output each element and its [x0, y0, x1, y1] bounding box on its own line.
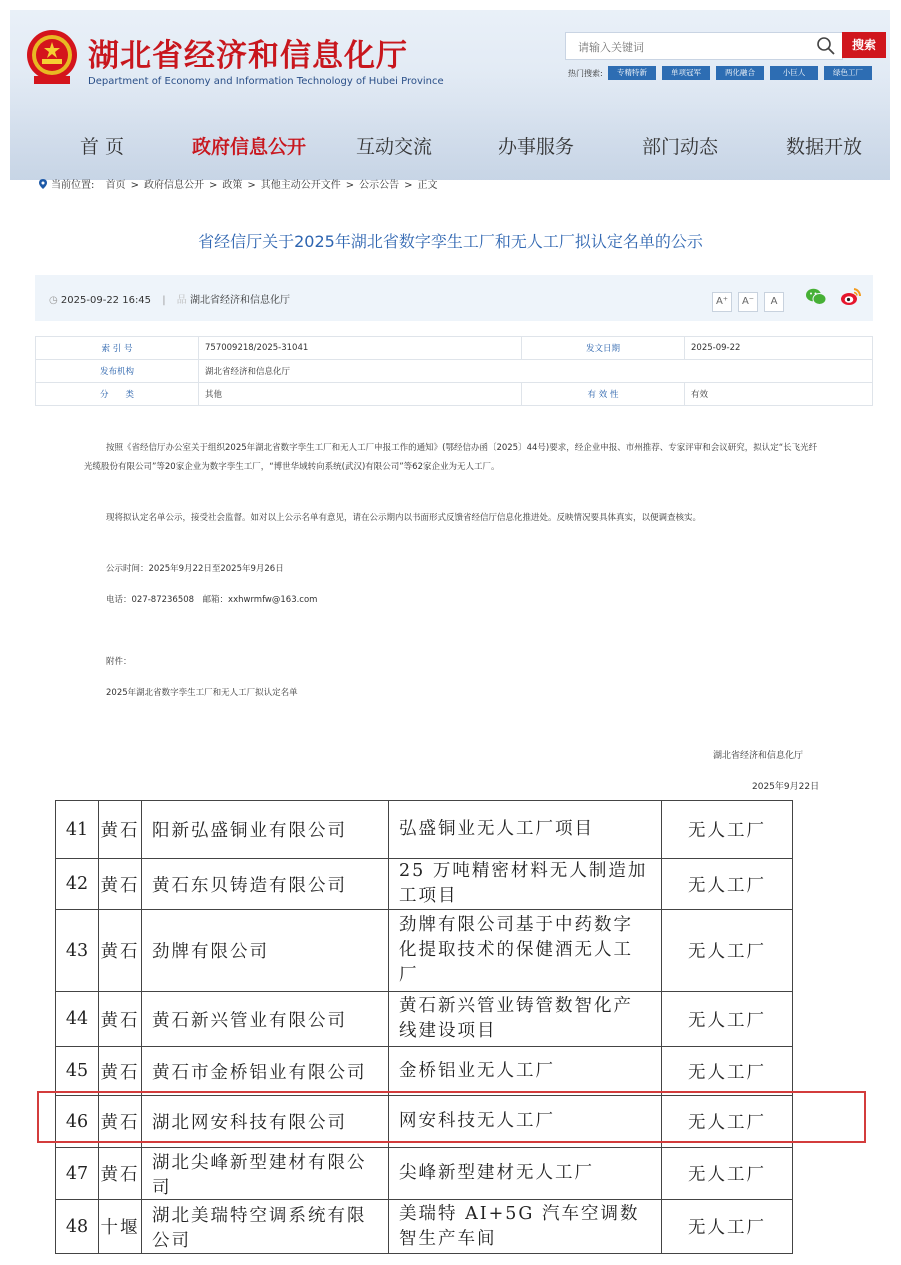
attachment-label: 附件： — [106, 657, 132, 667]
site-header — [10, 10, 890, 180]
row-type: 无人工厂 — [662, 992, 793, 1047]
publish-date: 2025-09-22 16:45 — [60, 295, 152, 306]
row-company: 湖北美瑞特空调系统有限公司 — [142, 1200, 389, 1254]
breadcrumb-link[interactable]: 政策 — [222, 180, 243, 191]
share-icons — [805, 287, 862, 311]
row-city: 黄石 — [99, 1148, 142, 1200]
table-row — [56, 1148, 793, 1200]
table-row — [56, 801, 793, 859]
info-key: 索 引 号 — [36, 337, 199, 360]
row-city: 黄石 — [99, 859, 142, 910]
hot-tag[interactable]: 两化融合 — [716, 66, 764, 80]
info-key: 发布机构 — [36, 360, 199, 383]
row-project: 美瑞特 AI+5G 汽车空调数智生产车间 — [389, 1200, 662, 1254]
clock-icon: ◷ — [49, 295, 58, 306]
publish-source: 湖北省经济和信息化厅 — [189, 295, 290, 306]
row-company: 黄石市金桥铝业有限公司 — [142, 1047, 389, 1096]
row-city: 黄石 — [99, 910, 142, 992]
national-emblem-icon — [24, 28, 80, 86]
row-number: 47 — [56, 1148, 99, 1200]
row-company: 湖北尖峰新型建材有限公司 — [142, 1148, 389, 1200]
row-project: 金桥铝业无人工厂 — [389, 1047, 662, 1096]
hot-tag[interactable]: 单项冠军 — [662, 66, 710, 80]
nav-gov-info[interactable]: 政府信息公开 — [192, 136, 307, 158]
article-meta: ◷ 2025-09-22 16:45 | 品 湖北省经济和信息化厅 — [49, 295, 290, 306]
row-company: 黄石东贝铸造有限公司 — [142, 859, 389, 910]
wechat-icon[interactable] — [805, 287, 827, 307]
row-type: 无人工厂 — [662, 1047, 793, 1096]
location-pin-icon — [38, 179, 48, 189]
scanned-list-image — [0, 800, 901, 1265]
table-row — [36, 337, 873, 360]
body-paragraph: 公示时间：2025年9月22日至2025年9月26日 — [106, 564, 284, 574]
signature-org: 湖北省经济和信息化厅 — [713, 751, 804, 761]
breadcrumb-link[interactable]: 公示公告 — [359, 180, 400, 191]
font-size-controls — [712, 289, 790, 312]
row-project: 网安科技无人工厂 — [389, 1096, 662, 1148]
row-project: 尖峰新型建材无人工厂 — [389, 1148, 662, 1200]
breadcrumb-label: 当前位置: — [51, 180, 95, 191]
search-icon[interactable] — [816, 36, 836, 56]
table-row — [56, 1200, 793, 1254]
row-city: 十堰 — [99, 1200, 142, 1254]
row-type: 无人工厂 — [662, 1148, 793, 1200]
row-city: 黄石 — [99, 801, 142, 859]
info-value: 2025-09-22 — [685, 337, 873, 360]
hot-tag[interactable]: 小巨人 — [770, 66, 818, 80]
info-value: 其他 — [199, 383, 522, 406]
info-value: 有效 — [685, 383, 873, 406]
search-input[interactable] — [576, 37, 810, 57]
nav-services[interactable]: 办事服务 — [498, 136, 575, 158]
table-row — [56, 859, 793, 910]
nav-dept-news[interactable]: 部门动态 — [642, 136, 719, 158]
nav-interaction[interactable]: 互动交流 — [356, 136, 433, 158]
document-info-table — [35, 336, 873, 406]
hot-tag[interactable]: 专精特新 — [608, 66, 656, 80]
info-key: 有 效 性 — [522, 383, 685, 406]
row-number: 48 — [56, 1200, 99, 1254]
table-row — [36, 383, 873, 406]
body-paragraph: 按照《省经信厅办公室关于组织2025年湖北省数字孪生工厂和无人工厂申报工作的通知》(鄂经信办函〔2025〕44号)要求，经企业申报、市州推荐、专家评审和会议研究，拟认定“长飞光纤光缆股份有限公司”等20家企业为数字孪生工厂，“博世华域转向系统(武汉)有限公司”等62家企业为无人工厂。 — [84, 443, 818, 472]
info-key: 分 类 — [36, 383, 199, 406]
row-city: 黄石 — [99, 1047, 142, 1096]
row-type: 无人工厂 — [662, 1096, 793, 1148]
row-company: 湖北网安科技有限公司 — [142, 1096, 389, 1148]
row-project: 黄石新兴管业铸管数智化产线建设项目 — [389, 992, 662, 1047]
row-company: 劲牌有限公司 — [142, 910, 389, 992]
signature-date: 2025年9月22日 — [752, 782, 820, 792]
search-box — [565, 32, 843, 60]
breadcrumb: 当前位置: 首页 > 政府信息公开 > 政策 > 其他主动公开文件 > 公示公告 > 正文 — [38, 176, 438, 191]
breadcrumb-link[interactable]: 政府信息公开 — [143, 180, 204, 191]
info-key: 发文日期 — [522, 337, 685, 360]
info-value: 757009218/2025-31041 — [199, 337, 522, 360]
body-paragraph: 电话：027-87236508 邮箱：xxhwrmfw@163.com — [106, 595, 318, 605]
row-company: 阳新弘盛铜业有限公司 — [142, 801, 389, 859]
row-type: 无人工厂 — [662, 859, 793, 910]
hot-search-label: 热门搜索: — [568, 69, 603, 78]
attachment-link[interactable]: 2025年湖北省数字孪生工厂和无人工厂拟认定名单 — [106, 688, 298, 698]
nav-open-data[interactable]: 数据开放 — [786, 136, 863, 158]
search-button[interactable]: 搜索 — [842, 32, 886, 58]
row-project: 弘盛铜业无人工厂项目 — [389, 801, 662, 859]
org-icon: 品 — [176, 295, 187, 306]
main-nav — [20, 132, 890, 168]
table-row — [36, 360, 873, 383]
factory-list-table — [55, 800, 793, 1254]
weibo-icon[interactable] — [840, 287, 862, 307]
row-city: 黄石 — [99, 992, 142, 1047]
row-number: 43 — [56, 910, 99, 992]
row-number: 42 — [56, 859, 99, 910]
row-number: 45 — [56, 1047, 99, 1096]
nav-home[interactable]: 首 页 — [80, 136, 125, 158]
article-title: 省经信厅关于2025年湖北省数字孪生工厂和无人工厂拟认定名单的公示 — [198, 232, 703, 251]
site-title[interactable]: 湖北省经济和信息化厅 — [88, 38, 408, 74]
row-number: 46 — [56, 1096, 99, 1148]
breadcrumb-link[interactable]: 其他主动公开文件 — [260, 180, 341, 191]
site-subtitle: Department of Economy and Information Technology of Hubei Province — [88, 76, 444, 87]
row-type: 无人工厂 — [662, 1200, 793, 1254]
row-type: 无人工厂 — [662, 801, 793, 859]
row-city: 黄石 — [99, 1096, 142, 1148]
table-row — [56, 992, 793, 1047]
row-project: 劲牌有限公司基于中药数字化提取技术的保健酒无人工厂 — [389, 910, 662, 992]
row-highlight-box — [37, 1091, 866, 1143]
breadcrumb-current: 正文 — [417, 180, 438, 191]
font-default-button[interactable]: A — [764, 292, 784, 312]
info-value: 湖北省经济和信息化厅 — [199, 360, 873, 383]
table-row — [56, 1047, 793, 1096]
breadcrumb-link[interactable]: 首页 — [105, 180, 126, 191]
font-smaller-button[interactable]: A⁻ — [738, 292, 758, 312]
row-number: 44 — [56, 992, 99, 1047]
hot-tag[interactable]: 绿色工厂 — [824, 66, 872, 80]
row-company: 黄石新兴管业有限公司 — [142, 992, 389, 1047]
row-type: 无人工厂 — [662, 910, 793, 992]
row-number: 41 — [56, 801, 99, 859]
row-project: 25 万吨精密材料无人制造加工项目 — [389, 859, 662, 910]
table-row — [56, 910, 793, 992]
article-meta-bar — [35, 275, 873, 321]
font-larger-button[interactable]: A⁺ — [712, 292, 732, 312]
body-paragraph: 现将拟认定名单公示，接受社会监督。如对以上公示名单有意见，请在公示期内以书面形式反馈省经信厅信息化推进处。反映情况要具体真实，以便调查核实。 — [106, 513, 702, 523]
